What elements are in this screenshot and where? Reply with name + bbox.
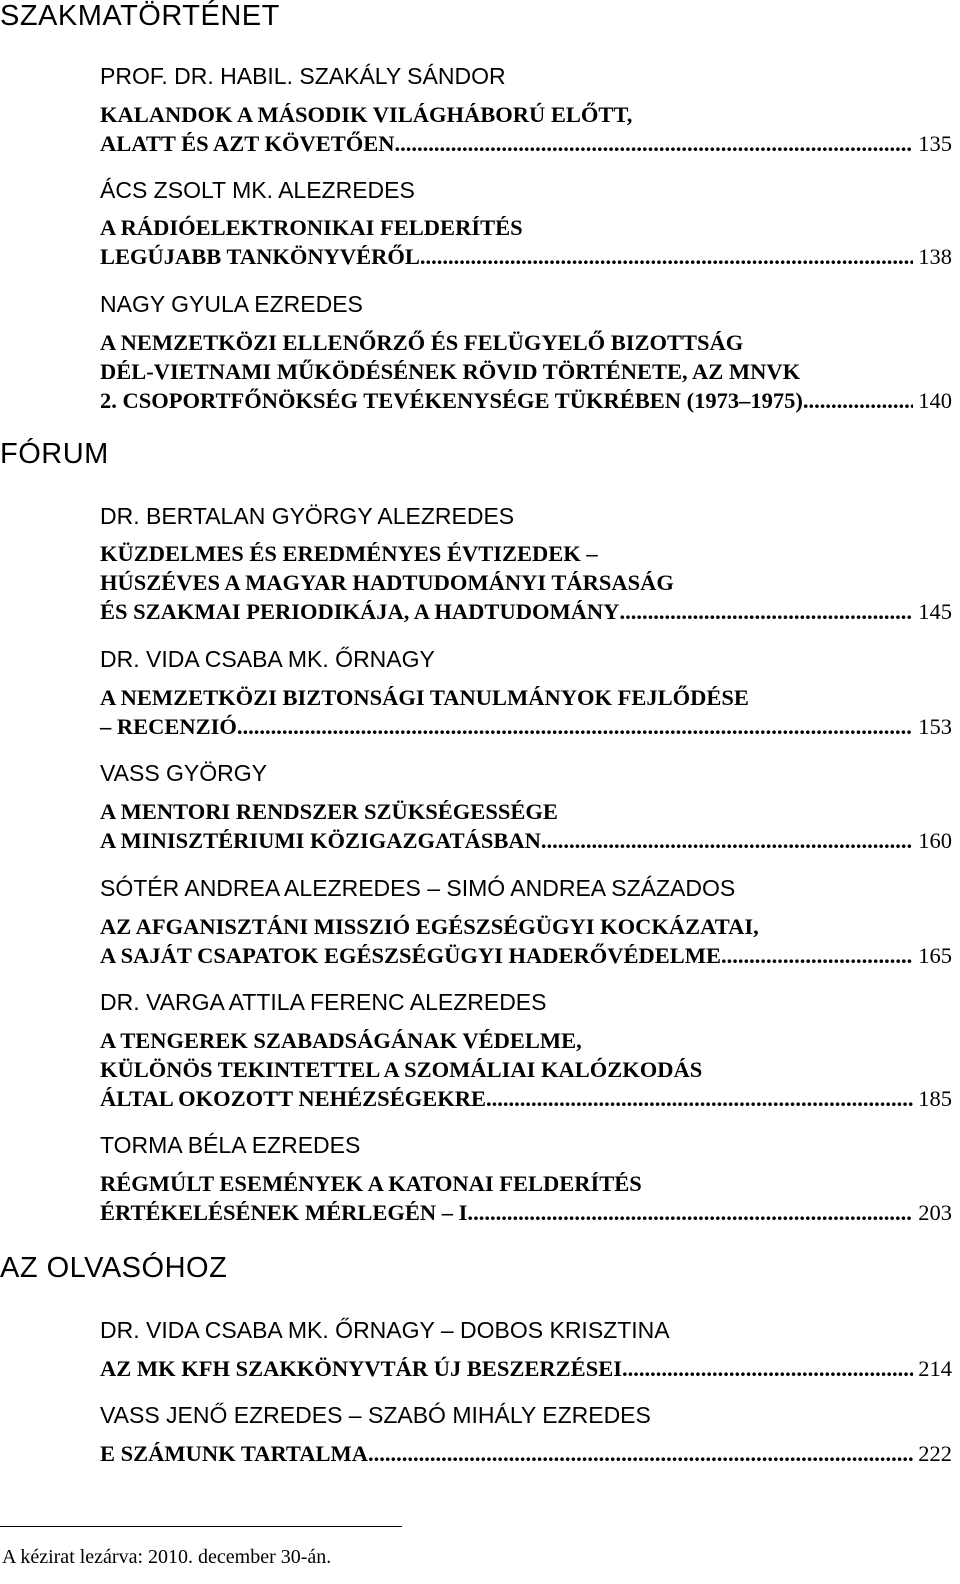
footnote-rule: [0, 1526, 402, 1527]
page-number: 145: [918, 599, 952, 624]
dot-leader: [394, 129, 913, 158]
toc-author: VASS JENŐ EZREDES – SZABÓ MIHÁLY EZREDES: [100, 1402, 651, 1428]
page-number: 222: [918, 1441, 952, 1466]
footnote: A kézirat lezárva: 2010. december 30-án.: [2, 1546, 332, 1568]
toc-title-line: KALANDOK A MÁSODIK VILÁGHÁBORÚ ELŐTT,: [100, 102, 633, 127]
toc-title-text: LEGÚJABB TANKÖNYVÉRŐL: [100, 244, 420, 269]
toc-title-last-line: [100, 1439, 952, 1468]
toc-title-last-line: [100, 129, 952, 158]
section-heading-forum: FÓRUM: [0, 438, 109, 470]
toc-title: [100, 1169, 952, 1227]
toc-title-text: A SAJÁT CSAPATOK EGÉSZSÉGÜGYI HADERŐVÉDELME: [100, 943, 721, 968]
toc-title: [100, 213, 952, 271]
toc-title-line: A NEMZETKÖZI BIZTONSÁGI TANULMÁNYOK FEJLŐDÉSE: [100, 685, 749, 710]
toc-title: [100, 1026, 952, 1113]
toc-title-text: – RECENZIÓ: [100, 714, 237, 739]
page-number: 165: [918, 943, 952, 968]
page-number: 214: [918, 1356, 952, 1381]
toc-author: SÓTÉR ANDREA ALEZREDES – SIMÓ ANDREA SZÁZADOS: [100, 875, 736, 901]
dot-leader: [721, 941, 913, 970]
page-number: 203: [918, 1200, 952, 1225]
toc-title-line: HÚSZÉVES A MAGYAR HADTUDOMÁNYI TÁRSASÁG: [100, 570, 674, 595]
dot-leader: [619, 597, 913, 626]
toc-title-line: KÜZDELMES ÉS EREDMÉNYES ÉVTIZEDEK –: [100, 541, 598, 566]
toc-author: DR. VARGA ATTILA FERENC ALEZREDES: [100, 989, 547, 1015]
dot-leader: [368, 1439, 913, 1468]
toc-title: [100, 100, 952, 158]
toc-title-text: AZ MK KFH SZAKKÖNYVTÁR ÚJ BESZERZÉSEI: [100, 1356, 622, 1381]
toc-title-last-line: [100, 1198, 952, 1227]
toc-title-last-line: [100, 1084, 952, 1113]
toc-title-text: 2. CSOPORTFŐNÖKSÉG TEVÉKENYSÉGE TÜKRÉBEN (1973–1975): [100, 388, 803, 413]
dot-leader: [541, 826, 913, 855]
dot-leader: [486, 1084, 913, 1113]
toc-title: [100, 683, 952, 741]
page-number: 140: [918, 388, 952, 413]
page-number: 153: [918, 714, 952, 739]
toc-title: [100, 539, 952, 626]
toc-author: VASS GYÖRGY: [100, 760, 268, 786]
page-number: 185: [918, 1086, 952, 1111]
toc-title: [100, 797, 952, 855]
toc-title-text: ÁLTAL OKOZOTT NEHÉZSÉGEKRE: [100, 1086, 486, 1111]
toc-title-last-line: [100, 242, 952, 271]
section-heading-az-olvasohoz: AZ OLVASÓHOZ: [0, 1252, 228, 1284]
page-number: 135: [918, 131, 952, 156]
toc-title-text: ÉRTÉKELÉSÉNEK MÉRLEGÉN – I.: [100, 1200, 474, 1225]
toc-title-last-line: [100, 941, 952, 970]
toc-title-line: A MENTORI RENDSZER SZÜKSÉGESSÉGE: [100, 799, 558, 824]
toc-title-text: A MINISZTÉRIUMI KÖZIGAZGATÁSBAN: [100, 828, 541, 853]
dot-leader: [803, 386, 913, 415]
toc-title-last-line: [100, 826, 952, 855]
toc-title: [100, 328, 952, 415]
toc-title-last-line: [100, 712, 952, 741]
page-number: 138: [918, 244, 952, 269]
toc-title-text: ALATT ÉS AZT KÖVETŐEN: [100, 131, 395, 156]
page-number: 160: [918, 828, 952, 853]
toc-author: DR. VIDA CSABA MK. ŐRNAGY: [100, 646, 435, 672]
toc-author: PROF. DR. HABIL. SZAKÁLY SÁNDOR: [100, 63, 506, 89]
toc-title-last-line: [100, 597, 952, 626]
section-heading-szakmatortenet: SZAKMATÖRTÉNET: [0, 0, 280, 32]
toc-title-text: ÉS SZAKMAI PERIODIKÁJA, A HADTUDOMÁNY: [100, 599, 620, 624]
toc-title: [100, 1439, 952, 1468]
toc-author: DR. BERTALAN GYÖRGY ALEZREDES: [100, 503, 515, 529]
dot-leader: [473, 1198, 913, 1227]
dot-leader: [622, 1354, 913, 1383]
toc-title-line: RÉGMÚLT ESEMÉNYEK A KATONAI FELDERÍTÉS: [100, 1171, 642, 1196]
toc-author: ÁCS ZSOLT MK. ALEZREDES: [100, 177, 415, 203]
toc-title-line: A RÁDIÓELEKTRONIKAI FELDERÍTÉS: [100, 215, 523, 240]
toc-author: NAGY GYULA EZREDES: [100, 291, 363, 317]
toc-title-line: DÉL-VIETNAMI MŰKÖDÉSÉNEK RÖVID TÖRTÉNETE, AZ MNVK: [100, 359, 801, 384]
toc-title: [100, 1354, 952, 1383]
toc-title-line: KÜLÖNÖS TEKINTETTEL A SZOMÁLIAI KALÓZKODÁS: [100, 1057, 703, 1082]
toc-author: TORMA BÉLA EZREDES: [100, 1132, 361, 1158]
toc-title-line: A TENGEREK SZABADSÁGÁNAK VÉDELME,: [100, 1028, 582, 1053]
toc-title: [100, 912, 952, 970]
toc-title-line: AZ AFGANISZTÁNI MISSZIÓ EGÉSZSÉGÜGYI KOCKÁZATAI,: [100, 914, 759, 939]
dot-leader: [420, 242, 913, 271]
toc-title-line: A NEMZETKÖZI ELLENŐRZŐ ÉS FELÜGYELŐ BIZOTTSÁG: [100, 330, 744, 355]
toc-title-last-line: [100, 386, 952, 415]
dot-leader: [237, 712, 913, 741]
toc-title-text: E SZÁMUNK TARTALMA: [100, 1441, 368, 1466]
toc-author: DR. VIDA CSABA MK. ŐRNAGY – DOBOS KRISZTINA: [100, 1317, 670, 1343]
toc-title-last-line: [100, 1354, 952, 1383]
